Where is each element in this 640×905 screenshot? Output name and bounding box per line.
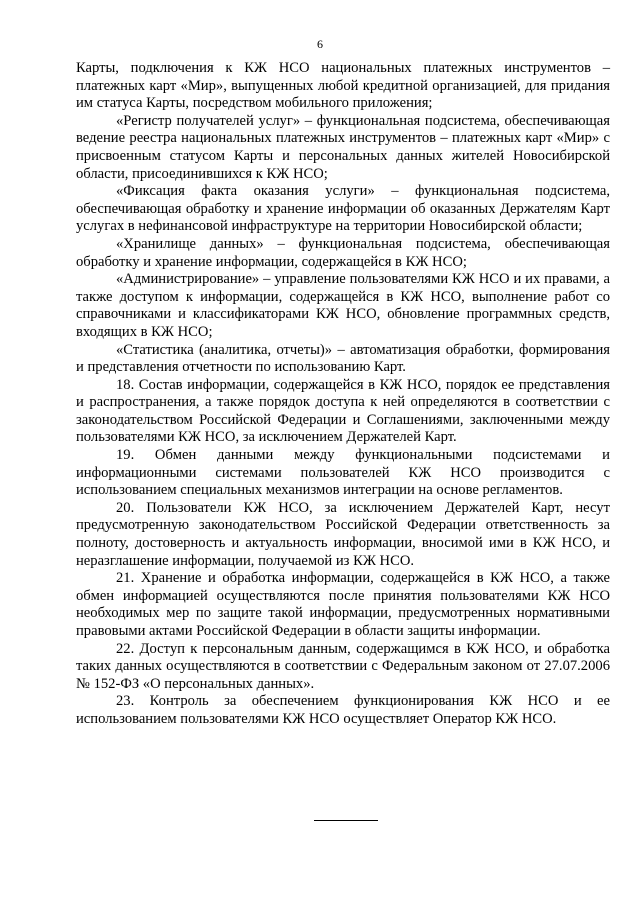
paragraph-registry: «Регистр получателей услуг» – функциональная подсистема, обеспечивающая ведение реестра национальных платежных инструментов – платежных карт «Мир» с присвоенным статусом Карты и персональных данных жителей Новосибирской области, присоединившихся к КЖ НСО; (76, 112, 610, 182)
paragraph-19: 19. Обмен данными между функциональными подсистемами и информационными системами пользователей КЖ НСО производится с использованием специальных механизмов интеграции на основе регламентов. (76, 447, 610, 499)
paragraph-18: 18. Состав информации, содержащейся в КЖ НСО, порядок ее представления и распространения, а также порядок доступа к ней определяются в соответствии с законодательством Российской Федерации и Соглашениями, заключенными между пользователями КЖ НСО, за исключением Держателей Карт. (76, 376, 610, 446)
paragraph-administration: «Администрирование» – управление пользователями КЖ НСО и их правами, а также доступом к информации, содержащейся в КЖ НСО, выполнение работ со справочниками и классификаторами КЖ НСО, обновление программных средств, входящих в КЖ НСО; (76, 271, 610, 340)
end-of-document-rule (314, 820, 378, 821)
page-number: 6 (317, 37, 323, 51)
document-body (76, 60, 610, 729)
paragraph-service-fixation: «Фиксация факта оказания услуги» – функциональная подсистема, обеспечивающая обработку и хранение информации об оказанных Держателям Карт услугах в нефинансовой инфраструктуре на территории Новосибирской области; (76, 183, 610, 235)
paragraph-statistics: «Статистика (аналитика, отчеты)» – автоматизация обработки, формирования и представления отчетности по использованию Карт. (76, 341, 610, 376)
paragraph-21: 21. Хранение и обработка информации, содержащейся в КЖ НСО, а также обмен информацией осуществляются после принятия пользователями КЖ НСО необходимых мер по защите такой информации, предусмотренных нормативными правовыми актами Российской Федерации в области защиты информации. (76, 570, 610, 639)
paragraph-22: 22. Доступ к персональным данным, содержащимся в КЖ НСО, и обработка таких данных осуществляются в соответствии с Федеральным законом от 27.07.2006 № 152-ФЗ «О персональных данных». (76, 640, 610, 692)
paragraph-data-storage: «Хранилище данных» – функциональная подсистема, обеспечивающая обработку и хранение информации, содержащейся в КЖ НСО; (76, 235, 610, 270)
paragraph-continuation: Карты, подключения к КЖ НСО национальных платежных инструментов – платежных карт «Мир», выпущенных любой кредитной организацией, для придания им статуса Карты, посредством мобильного приложения; (76, 60, 610, 112)
paragraph-23: 23. Контроль за обеспечением функционирования КЖ НСО и ее использованием пользователями КЖ НСО осуществляет Оператор КЖ НСО. (76, 693, 610, 727)
paragraph-20: 20. Пользователи КЖ НСО, за исключением Держателей Карт, несут предусмотренную законодательством Российской Федерации ответственность за полноту, достоверность и актуальность информации, вносимой ими в КЖ НСО, и неразглашение информации, получаемой из КЖ НСО. (76, 499, 610, 569)
